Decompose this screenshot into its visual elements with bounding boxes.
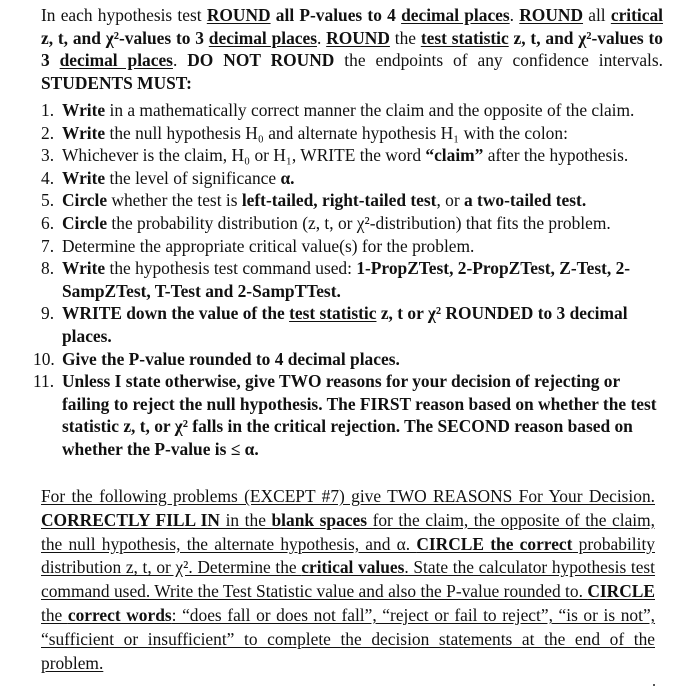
intro-text: . [509,5,520,25]
para-text: For the following problems (EXCEPT #7) give TWO REASONS For Your Decision. [41,486,655,506]
intro-text: all P-values to 4 [270,5,402,25]
item-text: WRITE down the value of the [62,303,290,324]
list-item [41,189,666,212]
list-item [41,122,666,145]
item-lead: Circle [62,212,108,233]
item-number: 6. [41,212,55,233]
para-emphasis: blank spaces [271,509,367,530]
list-item [41,212,666,235]
item-text: the probability distribution (z, t, or χ²-distribution) that fits the problem. [107,212,611,233]
emphasis-decimal-places: decimal places [59,50,173,71]
item-text: z, t or χ² ROUNDED to 3 decimal places. [62,303,628,346]
list-item [41,235,666,258]
item-text: Determine the appropriate critical value(s) for the problem. [62,235,475,256]
para-emphasis: correct words [67,604,172,625]
item-text: the null hypothesis H₀ and alternate hypothesis H₁ with the colon: [105,122,568,143]
item-emphasis: left-tailed, right-tailed test [241,190,437,211]
intro-text: z, t, and χ²-values to 3 [41,27,663,71]
list-item [33,348,666,371]
intro-text: . [172,50,188,71]
item-number: 4. [41,167,55,188]
item-number: 9. [41,303,55,324]
item-lead: Write [62,167,106,188]
steps-list [33,99,666,461]
item-text: , or [436,190,464,211]
item-number: 2. [41,122,55,143]
para-emphasis: critical values [301,557,405,578]
para-text: probability distribution z, t, or χ². Determine the [41,533,655,578]
list-item [41,99,666,122]
item-number: 1. [41,100,55,120]
item-number: 8. [41,258,55,279]
emphasis-round: ROUND [326,27,390,48]
para-emphasis: CIRCLE [587,581,655,602]
intro-text: . [316,27,327,48]
emphasis-test-statistic: test statistic [289,303,377,324]
emphasis-decimal-places: decimal places [401,5,510,25]
intro-text: all [583,5,611,25]
para-emphasis: CORRECTLY FILL IN [41,509,220,530]
emphasis-critical: critical [610,5,663,25]
emphasis-test-statistic: test statistic [420,27,509,48]
item-text: Whichever is the claim, H₀ or H₁, WRITE the word [62,145,426,166]
item-number: 3. [41,145,55,166]
list-item [41,257,666,302]
list-item [33,370,666,460]
emphasis-decimal-places: decimal places [208,27,317,48]
item-emphasis: a two-tailed test. [463,190,587,211]
item-text: after the hypothesis. [483,145,629,166]
item-lead: Write [62,122,106,143]
para-emphasis: CIRCLE the correct [416,533,573,554]
intro-text: the endpoints of any confidence intervals. [334,50,663,71]
stray-mark [653,684,655,686]
item-text: Give the P-value rounded to 4 decimal places. [62,348,400,369]
instructions-paragraph [41,485,655,675]
item-number: 10. [33,348,55,369]
item-lead: Write [62,100,106,120]
emphasis-round: ROUND [519,5,584,25]
item-text: the hypothesis test command used: [105,258,357,279]
para-text: in the [220,509,272,530]
item-number: 11. [33,371,55,392]
claim-word: “claim” [425,145,484,166]
para-text: . State the calculator hypothesis test command used. Write the Test Statistic value and also the P-value rounded to. [41,557,656,602]
intro-paragraph [41,4,663,94]
item-text: in a mathematically correct manner the claim and the opposite of the claim. [105,100,635,120]
item-text: Unless I state otherwise, give TWO reasons for your decision of rejecting or failing to reject the null hypothesis. The FIRST reason based on whether the test statistic z, t, or χ² falls in the critical rejection. The SECOND reason based on whether the P-value is ≤ α. [62,371,657,459]
intro-text: In each hypothesis test [41,5,207,25]
alpha-symbol: α. [280,167,295,188]
students-must-heading: STUDENTS MUST: [41,72,192,93]
intro-text: the [389,27,421,48]
item-text: the level of significance [105,167,281,188]
item-number: 5. [41,190,55,211]
emphasis-round: ROUND [206,5,271,25]
list-item [41,144,666,167]
item-emphasis: 1-PropZTest, 2-PropZTest, Z-Test, 2-SampZTest, T-Test and 2-SampTTest. [62,258,631,301]
para-text: : “does fall or does not fall”, “reject or fail to reject”, “is or is not”, “sufficient or insufficient” to complete the decision statements at the end of the problem. [41,604,656,673]
intro-text: z, t, and χ²-values to 3 [41,27,209,48]
list-item [41,167,666,190]
item-text: whether the test is [107,190,242,211]
emphasis-do-not-round: DO NOT ROUND [187,50,335,71]
list-item [41,302,666,347]
item-lead: Circle [62,190,108,211]
para-text: the [41,604,68,625]
para-text: for the claim, the opposite of the claim, the null hypothesis, the alternate hypothesis, and α. [41,509,655,554]
item-number: 7. [41,235,55,256]
item-lead: Write [62,258,106,279]
